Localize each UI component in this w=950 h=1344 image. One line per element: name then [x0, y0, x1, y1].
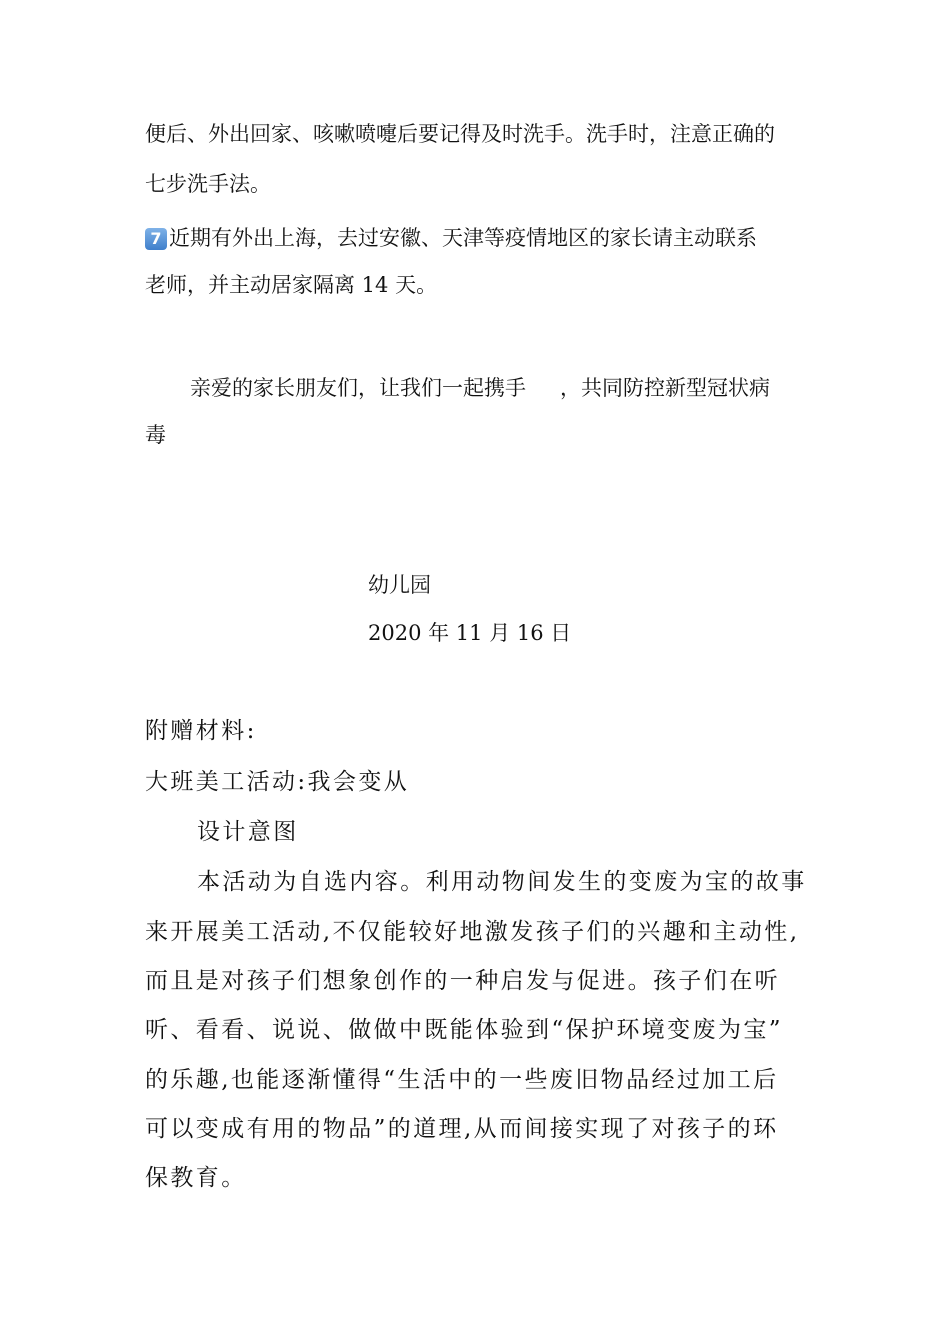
date: 2020 年 11 月 16 日 [368, 621, 572, 645]
closing-text-part1: 亲爱的家长朋友们，让我们一起携手 [190, 376, 526, 400]
paragraph-line-2: 来开展美工活动,不仅能较好地激发孩子们的兴趣和主动性, [145, 919, 800, 945]
paragraph-line-5: 的乐趣,也能逐渐懂得“生活中的一些废旧物品经过加工后 [145, 1067, 779, 1093]
paragraph-line-4: 听、看看、说说、做做中既能体验到“保护环境变废为宝” [145, 1017, 783, 1043]
section-heading: 设计意图 [197, 819, 299, 845]
closing-text-part2: ，共同防控新型冠状病 [560, 376, 770, 400]
notice-item-7 [145, 223, 757, 253]
paragraph-line-6: 可以变成有用的物品”的道理,从而间接实现了对孩子的环 [145, 1116, 779, 1142]
paragraph-line-1: 本活动为自选内容。利用动物间发生的变废为宝的故事 [197, 869, 807, 895]
closing-line-1 [190, 373, 770, 403]
closing-line-2: 毒 [145, 423, 166, 447]
appendix-label: 附赠材料: [145, 718, 257, 744]
notice-line-2: 七步洗手法。 [145, 172, 271, 196]
appendix-title: 大班美工活动:我会变从 [145, 769, 410, 795]
notice-item-7-text: 近期有外出上海，去过安徽、天津等疫情地区的家长请主动联系 [169, 226, 757, 250]
notice-line-1: 便后、外出回家、咳嗽喷嚏后要记得及时洗手。洗手时，注意正确的 [145, 122, 775, 146]
signature: 幼儿园 [368, 573, 431, 597]
keycap-seven-icon: 7 [145, 228, 167, 250]
notice-line-4: 老师，并主动居家隔离 14 天。 [145, 273, 438, 297]
paragraph-line-7: 保教育。 [145, 1165, 247, 1191]
paragraph-line-3: 而且是对孩子们想象创作的一种启发与促进。孩子们在听 [145, 968, 780, 994]
